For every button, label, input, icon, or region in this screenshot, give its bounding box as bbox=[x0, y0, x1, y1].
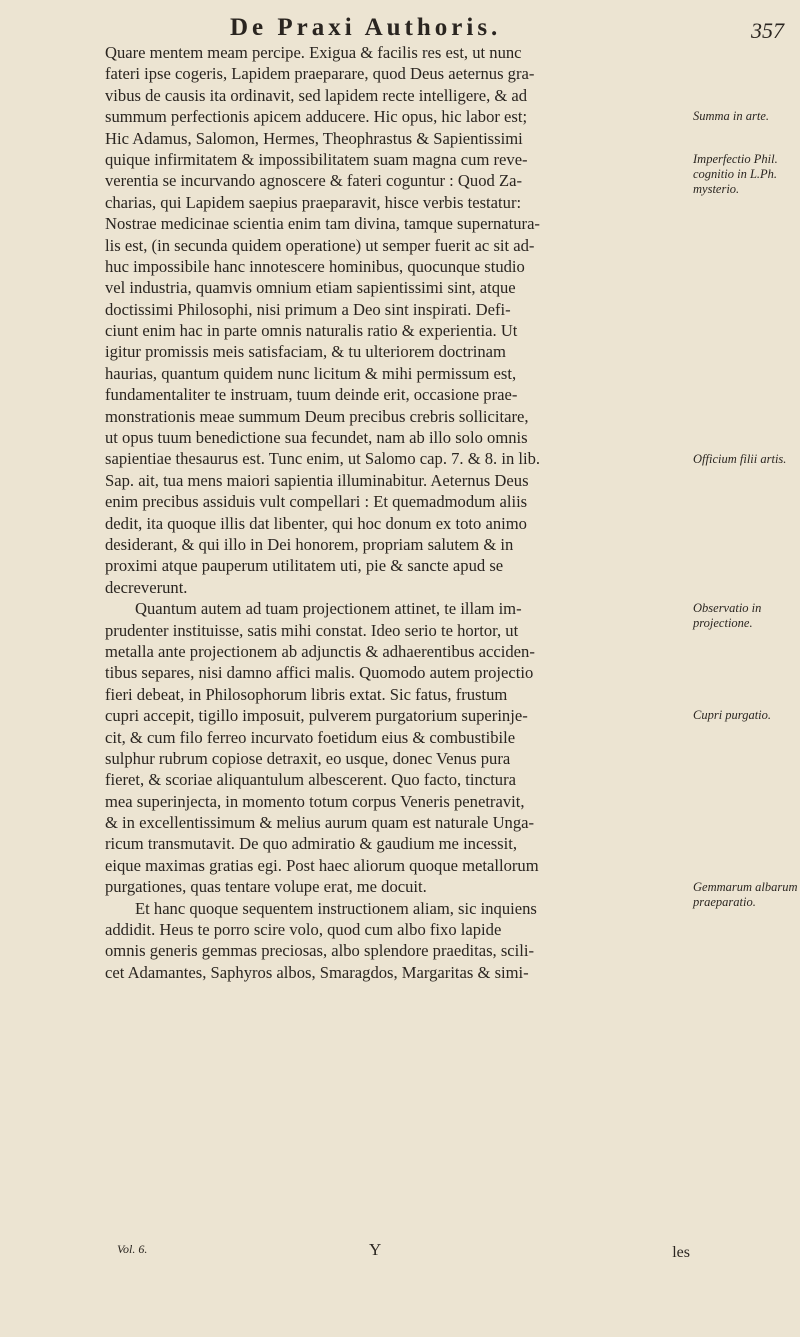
text-line: quique infirmitatem & impossibilitatem suam magna cum reve- bbox=[105, 149, 528, 169]
text-line: metalla ante projectionem ab adjunctis & adhaerentibus acciden- bbox=[105, 641, 535, 661]
text-line: huc impossibile hanc innotescere hominibus, quocunque studio bbox=[105, 256, 525, 276]
text-line: prudenter instituisse, satis mihi constat. Ideo serio te hortor, ut bbox=[105, 620, 519, 640]
main-text-block bbox=[105, 42, 690, 983]
text-line: vibus de causis ita ordinavit, sed lapidem recte intelligere, & ad bbox=[105, 85, 528, 105]
text-line: addidit. Heus te porro scire volo, quod cum albo fixo lapide bbox=[105, 920, 502, 940]
text-line: Quare mentem meam percipe. Exigua & facilis res est, ut nunc bbox=[105, 43, 522, 62]
text-line: desiderant, & qui illo in Dei honorem, propriam salutem & in bbox=[105, 534, 514, 554]
text-line: cet Adamantes, Saphyros albos, Smaragdos, Margaritas & simi- bbox=[105, 962, 529, 982]
text-line: tibus separes, nisi damno affici malis. Quomodo autem projectio bbox=[105, 663, 534, 683]
margin-note: Observatio in projectione. bbox=[693, 601, 762, 631]
text-line: enim precibus assiduis vult compellari : Et quemadmodum aliis bbox=[105, 492, 528, 512]
margin-note: Gemmarum albarum praeparatio. bbox=[693, 879, 798, 909]
text-line: ricum transmutavit. De quo admiratio & gaudium me incessit, bbox=[105, 834, 517, 854]
text-line: dedit, ita quoque illis dat libenter, qui hoc donum ex toto animo bbox=[105, 513, 527, 533]
text-line: decreverunt. bbox=[105, 577, 188, 597]
text-line: haurias, quantum quidem nunc licitum & mihi permissum est, bbox=[105, 363, 517, 383]
gathering-mark: Y bbox=[369, 1240, 382, 1259]
text-line: lis est, (in secunda quidem operatione) ut semper fuerit ac sit ad- bbox=[105, 235, 535, 255]
text-line: igitur promissis meis satisfaciam, & tu ulteriorem doctrinam bbox=[105, 342, 506, 362]
catchword: les bbox=[672, 1244, 690, 1261]
text-line: cupri accepit, tigillo imposuit, pulverem purgatorium superinje- bbox=[105, 706, 528, 726]
text-line: vel industria, quamvis omnium etiam sapientissimi sint, atque bbox=[105, 278, 516, 298]
text-line: Nostrae medicinae scientia enim tam divina, tamque supernatura- bbox=[105, 214, 540, 234]
text-line: doctissimi Philosophi, nisi primum a Deo sint inspirati. Defi- bbox=[105, 299, 511, 319]
page-footer bbox=[105, 1242, 690, 1272]
text-line: cit, & cum filo ferreo incurvato foetidum eius & combustibile bbox=[105, 727, 516, 747]
margin-note: Summa in arte. bbox=[693, 109, 770, 124]
text-line: purgationes, quas tentare volupe erat, me docuit. bbox=[105, 877, 427, 897]
signature-mark: Vol. 6. bbox=[117, 1242, 148, 1256]
text-line: mea superinjecta, in momento totum corpus Veneris penetravit, bbox=[105, 791, 525, 811]
running-head: De Praxi Authoris. bbox=[230, 14, 502, 41]
text-line: monstrationis meae summum Deum precibus crebris sollicitare, bbox=[105, 406, 529, 426]
text-line: ciunt enim hac in parte omnis naturalis ratio & experientia. Ut bbox=[105, 321, 518, 341]
text-line: Quantum autem ad tuam projectionem attinet, te illam im- bbox=[135, 599, 522, 619]
margin-note: Cupri purgatio. bbox=[693, 708, 772, 723]
text-line: Et hanc quoque sequentem instructionem aliam, sic inquiens bbox=[135, 898, 537, 918]
text-line: fieri debeat, in Philosophorum libris extat. Sic fatus, frustum bbox=[105, 684, 508, 704]
text-line: ut opus tuum benedictione sua fecundet, nam ab illo solo omnis bbox=[105, 428, 528, 448]
text-line: fieret, & scoriae aliquantulum albescerent. Quo facto, tinctura bbox=[105, 770, 516, 790]
text-line: fateri ipse cogeris, Lapidem praeparare, quod Deus aeternus gra- bbox=[105, 64, 535, 84]
text-line: & in excellentissimum & melius aurum quam est naturale Unga- bbox=[105, 813, 535, 833]
page-number: 357 bbox=[751, 18, 784, 43]
text-line: Sap. ait, tua mens maiori sapientia illuminabitur. Aeternus Deus bbox=[105, 470, 529, 490]
margin-note: Imperfectio Phil. cognitio in L.Ph. mysterio. bbox=[693, 152, 778, 196]
text-line: sulphur rubrum copiose detraxit, eo usque, donec Venus pura bbox=[105, 748, 511, 768]
text-line: charias, qui Lapidem saepius praeparavit, hisce verbis testatur: bbox=[105, 192, 522, 212]
text-line: fundamentaliter te instruam, tuum deinde erit, occasione prae- bbox=[105, 385, 518, 405]
text-line: sapientiae thesaurus est. Tunc enim, ut Salomo cap. 7. & 8. in lib. bbox=[105, 449, 541, 469]
text-line: verentia se incurvando agnoscere & fateri coguntur : Quod Za- bbox=[105, 171, 522, 191]
text-line: proximi atque pauperum utilitatem uti, pie & sancte apud se bbox=[105, 556, 504, 576]
text-line: summum perfectionis apicem adducere. Hic opus, hic labor est; bbox=[105, 107, 528, 127]
text-line: Hic Adamus, Salomon, Hermes, Theophrastus & Sapientissimi bbox=[105, 128, 523, 148]
text-line: eique maximas gratias egi. Post haec aliorum quoque metallorum bbox=[105, 855, 539, 875]
text-line: omnis generis gemmas preciosas, albo splendore praeditas, scili- bbox=[105, 941, 535, 961]
margin-note: Officium filii artis. bbox=[693, 451, 787, 466]
